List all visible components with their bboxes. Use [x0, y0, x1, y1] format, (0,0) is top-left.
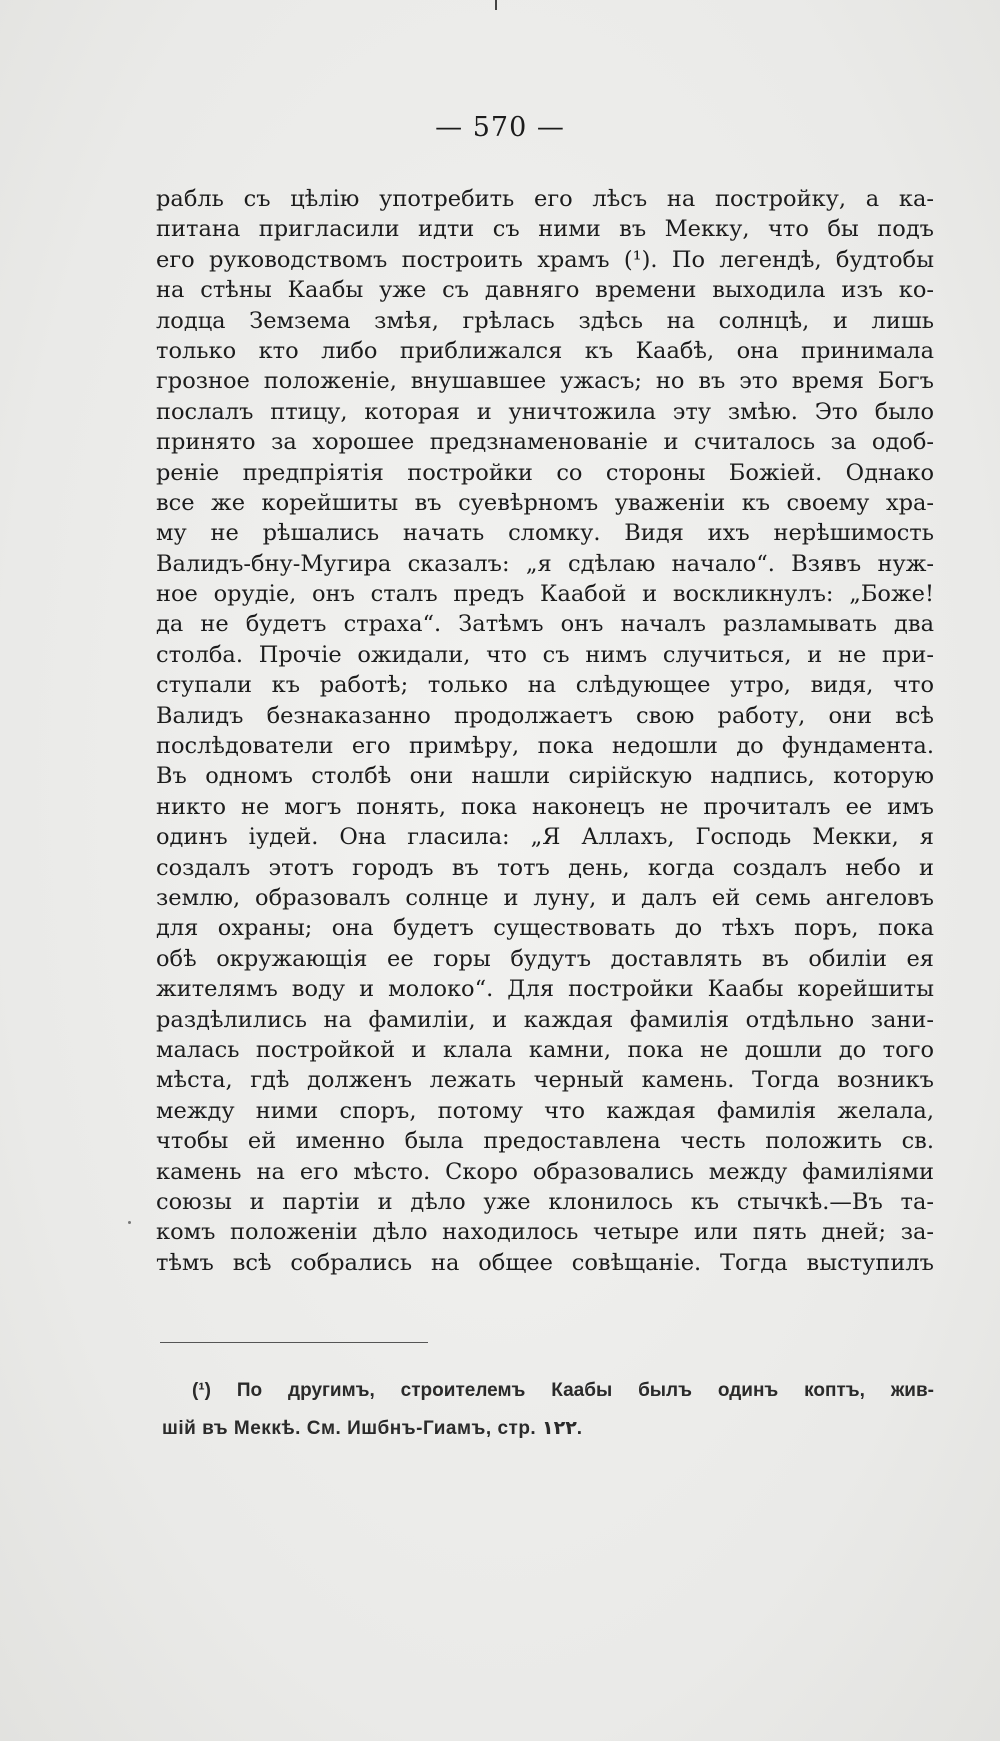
footnote-line-2: шій въ Меккѣ. См. Ишбнъ-Гиамъ, стр. ١٢٢. — [162, 1418, 583, 1439]
text-line: обѣ окружающія ее горы будутъ доставлять въ обиліи ея — [156, 945, 934, 972]
text-line: реніе предпріятія постройки со стороны Божіей. Однако — [156, 459, 934, 486]
text-line: комъ положеніи дѣло находилось четыре или пять дней; за- — [156, 1219, 934, 1246]
text-line: малась постройкой и клала камни, пока не дошли до того — [156, 1036, 934, 1063]
text-line: мѣста, гдѣ долженъ лежать черный камень. Тогда возникъ — [156, 1067, 934, 1094]
text-line: рабль съ цѣлію употребить его лѣсъ на постройку, а ка- — [156, 186, 934, 212]
text-line: ное орудіе, онъ сталъ предъ Каабой и воскликнулъ: „Боже! — [156, 581, 934, 608]
text-line: послалъ птицу, которая и уничтожила эту змѣю. Это было — [156, 398, 934, 425]
text-line: Въ одномъ столбѣ они нашли сирійскую надпись, которую — [156, 763, 934, 790]
text-line: тѣмъ всѣ собрались на общее совѣщаніе. Тогда выступилъ — [156, 1249, 934, 1276]
text-line: союзы и партіи и дѣло уже клонилось къ стычкѣ.—Въ та- — [156, 1188, 934, 1215]
text-line: питана пригласили идти съ ними въ Мекку, что бы подъ — [156, 216, 934, 243]
text-line: ступали къ работѣ; только на слѣдующее утро, видя, что — [156, 672, 934, 699]
footnote — [162, 1372, 934, 1448]
text-line: му не рѣшались начать сломку. Видя ихъ нерѣшимость — [156, 520, 934, 547]
text-line: лодца Земзема змѣя, грѣлась здѣсь на солнцѣ, и лишь — [156, 307, 934, 334]
text-line: между ними споръ, потому что каждая фамилія желала, — [156, 1097, 934, 1124]
text-line: грозное положеніе, внушавшее ужасъ; но въ это время Богъ — [156, 368, 934, 395]
footnote-rule — [160, 1342, 428, 1343]
text-line: одинъ іудей. Она гласила: „Я Аллахъ, Господь Мекки, я — [156, 824, 934, 851]
text-line: Валидъ-бну-Мугира сказалъ: „я сдѣлаю начало“. Взявъ нуж- — [156, 550, 934, 577]
text-line: Валидъ безнаказанно продолжаетъ свою работу, они всѣ — [156, 702, 934, 729]
body-text — [156, 184, 934, 1278]
text-line: никто не могъ понять, пока наконецъ не прочиталъ ее имъ — [156, 793, 934, 820]
text-line: создалъ этотъ городъ въ тотъ день, когда создалъ небо и — [156, 854, 934, 881]
text-line: его руководствомъ построить храмъ (¹). По легендѣ, будтобы — [156, 246, 934, 273]
text-line: послѣдователи его примѣру, пока недошли до фундамента. — [156, 733, 934, 760]
print-mark — [495, 0, 497, 10]
text-line: все же корейшиты въ суевѣрномъ уваженіи къ своему хра- — [156, 489, 934, 516]
text-line: землю, образовалъ солнце и луну, и далъ ей семь ангеловъ — [156, 884, 934, 911]
text-line: на стѣны Каабы уже съ давняго времени выходила изъ ко- — [156, 277, 934, 304]
text-line: принято за хорошее предзнаменованіе и считалось за одоб- — [156, 429, 934, 456]
page-number: — 570 — — [435, 112, 565, 143]
text-line: для охраны; она будетъ существовать до тѣхъ поръ, пока — [156, 915, 934, 942]
footnote-line-1: (¹) По другимъ, строителемъ Каабы былъ одинъ коптъ, жив- — [192, 1380, 934, 1401]
text-line: жителямъ воду и молоко“. Для постройки Каабы корейшиты — [156, 976, 934, 1003]
paper-speck — [128, 1221, 131, 1224]
text-line: да не будетъ страха“. Затѣмъ онъ началъ разламывать два — [156, 611, 934, 638]
text-line: раздѣлились на фамиліи, и каждая фамилія отдѣльно зани- — [156, 1006, 934, 1033]
text-line: только кто либо приближался къ Каабѣ, она принимала — [156, 337, 934, 364]
text-line: столба. Прочіе ожидали, что съ нимъ случиться, и не при- — [156, 641, 934, 668]
text-line: чтобы ей именно была предоставлена честь положить св. — [156, 1128, 934, 1155]
text-line: камень на его мѣсто. Скоро образовались между фамиліями — [156, 1158, 934, 1185]
